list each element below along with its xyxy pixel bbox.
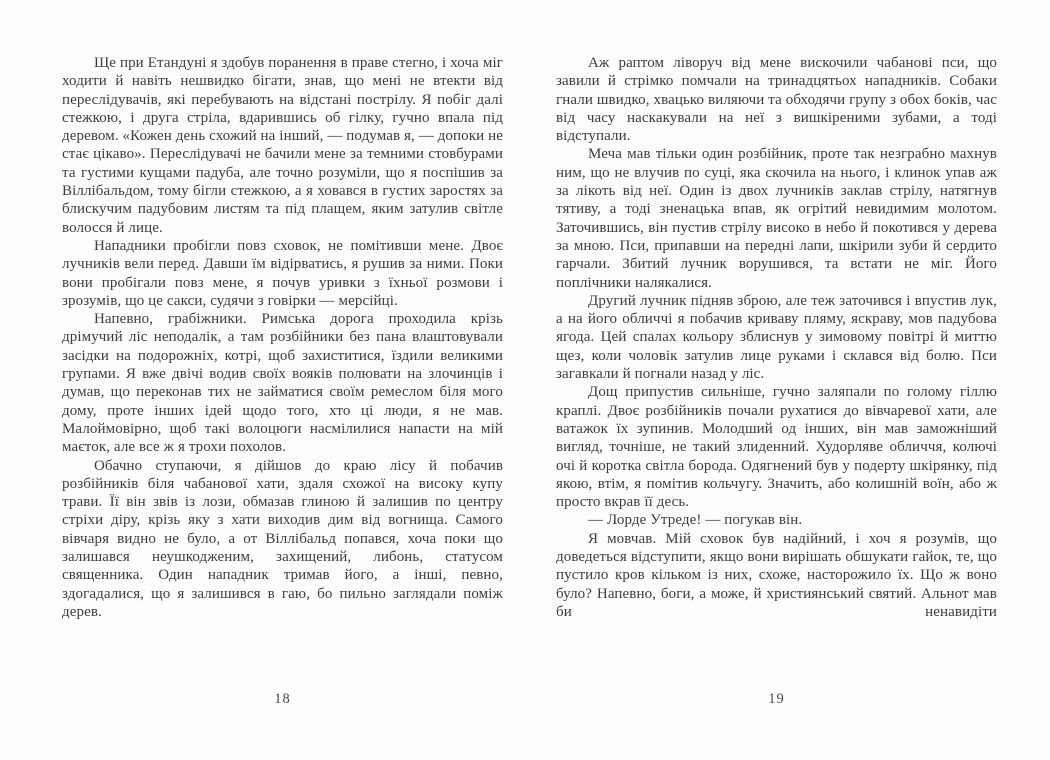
right-page-number: 19	[768, 691, 785, 707]
paragraph: Другий лучник підняв зброю, але теж заточився і впустив лук, а на його обличчі я побачив криваву пляму, яскраву, мов падубова ягода. Цей спалах кольору зблиснув у зимовому повітрі й миттю щез, коли чоловік затулив лице руками і склався від болю. Пси загавкали й погнали назад у ліс.	[556, 292, 997, 383]
paragraph: Обачно ступаючи, я дійшов до краю лісу й побачив розбійників біля чабанової хати, здаля схожої на високу купу трави. Її він звів із лози, обмазав глиною й залишив по центру стріхи діру, крізь яку з хати виходив дим від вогнища. Самого вівчаря видно не було, а от Віллібальд попався, хоча поки що залишався неушкодженим, захищений, либонь, статусом священника. Один нападник тримав його, а інші, певно, здогадалися, що я залишився в гаю, бо пильно заглядали поміж дерев.	[62, 457, 503, 620]
paragraph: Я мовчав. Мій сховок був надійний, і хоч я розумів, що доведеться відступити, якщо вони вирішать обшукати гайок, те, що пустило кров кільком із них, схоже, насторожило їх. Що ж воно було? Напевно, боги, а може, й християнський святий. Альнот мав би ненавидіти	[556, 530, 997, 620]
paragraph: Меча мав тільки один розбійник, проте так незграбно махнув ним, що не влучив по суці, яка скочила на нього, і клинок упав аж за лікоть від неї. Один із двох лучників заклав стрілу, натягнув тятиву, а тоді зненацька впав, як огрітий невидимим молотом. Заточившись, він пустив стрілу високо в небо й покотився у дерева за мною. Пси, припавши на передні лапи, шкірили зуби й сердито гарчали. Збитий лучник ворушився, та встати не міг. Його поплічники налякалися.	[556, 146, 997, 291]
paragraph: Дощ припустив сильніше, гучно заляпали по голому гіллю краплі. Двоє розбійників почали рухатися до вівчаревої хати, але ватажок їх зупинив. Молодший од інших, він мав заможніший вигляд, точніше, не такий злиденний. Худорляве обличчя, колючі очі й коротка світла борода. Одягнений був у подерту шкірянку, під якою, втім, я помітив кольчугу. Значить, або колишній воїн, або ж просто вкрав її десь.	[556, 384, 997, 511]
left-page-text	[62, 54, 503, 682]
paragraph: Напевно, грабіжники. Римська дорога проходила крізь дрімучий ліс неподалік, а там розбійники без пана влаштовували засідки на подорожніх, котрі, щоб захиститися, їздили великими групами. Я вже двічі водив своїх вояків полювати на злочинців і думав, що переконав тих не займатися своїм ремеслом біля мого дому, проте інших ідей щодо того, хто ці люди, я не мав. Малоймовірно, щоб такі волоцюги насмілилися напасти на мій маєток, але все ж я трохи похолов.	[62, 311, 503, 456]
left-page-number: 18	[274, 691, 291, 707]
paragraph: Ще при Етандуні я здобув поранення в праве стегно, і хоча міг ходити й навіть нешвидко бігати, знав, що мені не втекти від переслідувачів, які перебувають на відстані пострілу. Я побіг далі стежкою, і друга стріла, вдарившись об гілку, гучно впала під деревом. «Кожен день схожий на інший, — подумав я, — допоки не стає цікаво». Переслідувачі не бачили мене за темними стовбурами та густими кущами падуба, але точно розуміли, що я поспішив за Віллібальдом, тому бігли стежкою, а я ховався в густих заростях за блискучим падубовим листям та під плащем, яким затулив світле волосся й лице.	[62, 55, 503, 236]
right-page-text	[556, 54, 997, 682]
paragraph: Аж раптом ліворуч від мене вискочили чабанові пси, що завили й стрімко помчали на тринадцятьох нападників. Собаки гнали швидко, хвацько виляючи та обходячи групу з обох боків, час від часу наскакували на неї з вишкіреними зубами, а тоді відступали.	[556, 55, 997, 145]
paragraph: — Лорде Утреде! — погукав він.	[588, 512, 803, 529]
paragraph: Нападники пробігли повз сховок, не помітивши мене. Двоє лучників вели перед. Давши їм відірватись, я рушив за ними. Поки вони пробігали повз мене, я почув уривки з їхньої розмови і зрозумів, що це сакси, судячи з говірки — мерсійці.	[62, 237, 503, 309]
